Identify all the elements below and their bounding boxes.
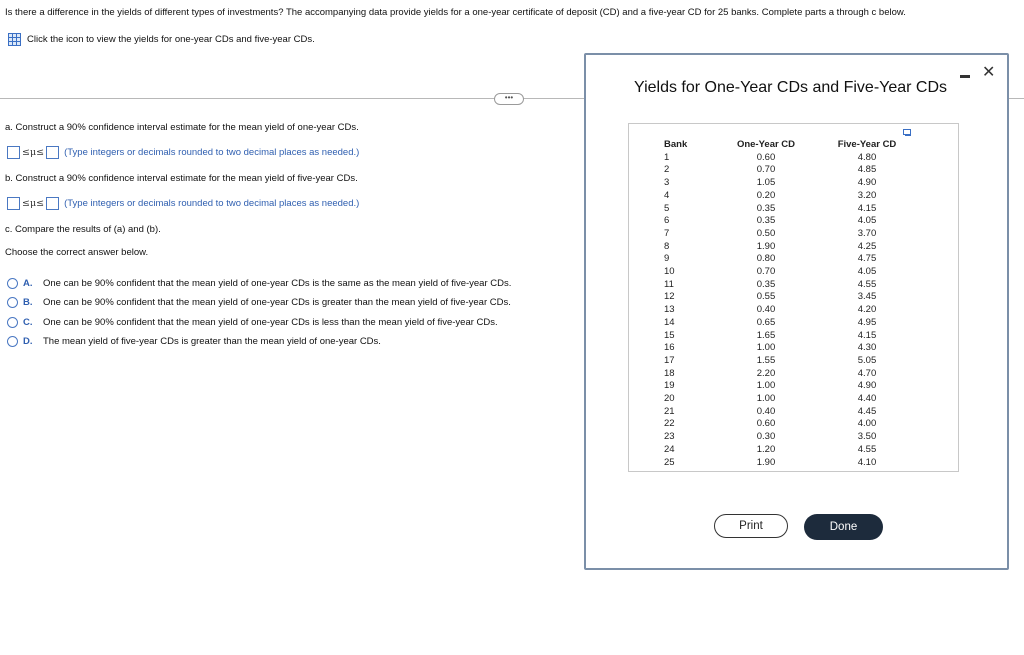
table-cell: 5 <box>664 202 670 214</box>
radio-button[interactable] <box>7 278 18 289</box>
table-cell: 23 <box>664 431 675 443</box>
table-cell: 1.00 <box>756 393 776 405</box>
table-cell: 4 <box>664 189 670 201</box>
table-cell: 21 <box>664 405 675 417</box>
table-cell: 4.70 <box>857 367 877 379</box>
table-cell: 1.20 <box>756 443 776 455</box>
part-a-lower-input[interactable] <box>7 146 20 159</box>
table-cell: 4.95 <box>857 316 877 328</box>
mu-inequality: ≤μ≤ <box>22 198 45 209</box>
table-cell: 14 <box>664 316 675 328</box>
table-cell: 3.20 <box>857 189 877 201</box>
mu-inequality: ≤μ≤ <box>22 147 45 158</box>
close-icon[interactable]: ✕ <box>982 64 996 81</box>
table-cell: 5.05 <box>857 354 877 366</box>
table-cell: 16 <box>664 342 675 354</box>
choice-b[interactable] <box>7 297 511 308</box>
part-a-prompt: a. Construct a 90% confidence interval estimate for the mean yield of one-year CDs. <box>5 122 359 133</box>
table-cell: 0.20 <box>756 189 776 201</box>
radio-button[interactable] <box>7 336 18 347</box>
table-cell: 0.65 <box>756 316 776 328</box>
table-cell: 1.00 <box>756 380 776 392</box>
table-cell: 4.00 <box>857 418 877 430</box>
choice-c[interactable] <box>7 317 498 328</box>
table-cell: 4.85 <box>857 164 877 176</box>
choice-letter: A. <box>23 278 33 289</box>
table-cell: 1.90 <box>756 240 776 252</box>
part-c-instruction: Choose the correct answer below. <box>5 247 149 258</box>
table-cell: 0.50 <box>756 227 776 239</box>
table-cell: 4.75 <box>857 253 877 265</box>
table-cell: 3 <box>664 177 670 189</box>
table-cell: 6 <box>664 215 670 227</box>
table-cell: 0.35 <box>756 202 776 214</box>
table-cell: 4.25 <box>857 240 877 252</box>
part-a-answer-row <box>7 146 359 159</box>
table-cell: 12 <box>664 291 675 303</box>
data-link[interactable] <box>8 33 315 46</box>
table-cell: 4.45 <box>857 405 877 417</box>
part-a-hint: (Type integers or decimals rounded to two decimal places as needed.) <box>64 147 360 158</box>
table-cell: 10 <box>664 266 675 278</box>
table-cell: 22 <box>664 418 675 430</box>
table-cell: 0.35 <box>756 215 776 227</box>
table-cell: 4.30 <box>857 342 877 354</box>
column-header: One-Year CD <box>736 139 796 150</box>
column-header: Five-Year CD <box>837 139 897 150</box>
table-cell: 24 <box>664 443 675 455</box>
column-header: Bank <box>664 139 688 150</box>
table-cell: 0.80 <box>756 253 776 265</box>
table-cell: 3.50 <box>857 431 877 443</box>
table-cell: 4.05 <box>857 215 877 227</box>
table-cell: 4.10 <box>857 456 877 468</box>
table-cell: 1.00 <box>756 342 776 354</box>
table-cell: 0.60 <box>756 151 776 163</box>
table-cell: 4.80 <box>857 151 877 163</box>
table-grid-icon[interactable] <box>8 33 21 46</box>
table-cell: 18 <box>664 367 675 379</box>
radio-button[interactable] <box>7 297 18 308</box>
table-cell: 9 <box>664 253 670 265</box>
part-b-answer-row <box>7 197 359 210</box>
table-cell: 8 <box>664 240 670 252</box>
choice-letter: D. <box>23 336 33 347</box>
table-cell: 4.90 <box>857 380 877 392</box>
choice-d[interactable] <box>7 336 381 347</box>
choice-text: One can be 90% confident that the mean yield of one-year CDs is the same as the mean yield of five-year CDs. <box>43 278 512 289</box>
table-cell: 15 <box>664 329 675 341</box>
table-cell: 25 <box>664 456 675 468</box>
table-cell: 1.05 <box>756 177 776 189</box>
dialog-title: Yields for One-Year CDs and Five-Year CDs <box>634 79 948 96</box>
choice-text: One can be 90% confident that the mean yield of one-year CDs is greater than the mean yield of five-year CDs. <box>43 297 511 308</box>
table-cell: 2 <box>664 164 670 176</box>
table-cell: 11 <box>664 278 674 290</box>
choice-letter: C. <box>23 317 33 328</box>
table-cell: 4.20 <box>857 304 877 316</box>
table-cell: 2.20 <box>756 367 776 379</box>
table-cell: 0.35 <box>756 278 776 290</box>
table-cell: 1.90 <box>756 456 776 468</box>
question-text: Is there a difference in the yields of different types of investments? The accompanying data provide yields for a one-year certificate of deposit (CD) and a five-year CD for 25 banks. Complete parts a through c below. <box>5 7 906 18</box>
table-cell: 4.05 <box>857 266 877 278</box>
choice-letter: B. <box>23 297 33 308</box>
table-cell: 17 <box>664 354 675 366</box>
part-b-prompt: b. Construct a 90% confidence interval estimate for the mean yield of five-year CDs. <box>5 173 358 184</box>
table-cell: 13 <box>664 304 675 316</box>
table-cell: 1.55 <box>756 354 776 366</box>
part-b-hint: (Type integers or decimals rounded to two decimal places as needed.) <box>64 198 360 209</box>
table-cell: 4.15 <box>857 329 877 341</box>
table-cell: 0.40 <box>756 304 776 316</box>
expand-more-button[interactable]: ••• <box>494 93 524 105</box>
data-link-label[interactable]: Click the icon to view the yields for one-year CDs and five-year CDs. <box>27 34 315 45</box>
table-cell: 4.55 <box>857 278 877 290</box>
done-button[interactable]: Done <box>804 514 883 540</box>
table-cell: 4.15 <box>857 202 877 214</box>
table-cell: 0.60 <box>756 418 776 430</box>
table-cell: 4.40 <box>857 393 877 405</box>
data-dialog <box>584 53 1009 570</box>
table-cell: 0.40 <box>756 405 776 417</box>
table-cell: 0.55 <box>756 291 776 303</box>
table-cell: 3.70 <box>857 227 877 239</box>
part-c-prompt: c. Compare the results of (a) and (b). <box>5 224 161 235</box>
table-cell: 0.70 <box>756 164 776 176</box>
choice-text: The mean yield of five-year CDs is greater than the mean yield of one-year CDs. <box>43 336 381 347</box>
table-cell: 0.70 <box>756 266 776 278</box>
table-cell: 7 <box>664 227 670 239</box>
table-cell: 4.90 <box>857 177 877 189</box>
choice-text: One can be 90% confident that the mean yield of one-year CDs is less than the mean yield of five-year CDs. <box>43 317 498 328</box>
table-cell: 0.30 <box>756 431 776 443</box>
radio-button[interactable] <box>7 317 18 328</box>
five-year-column <box>832 139 902 469</box>
one-year-column <box>733 139 799 469</box>
copy-icon[interactable] <box>903 129 911 136</box>
print-button[interactable]: Print <box>714 514 788 538</box>
minimize-icon[interactable] <box>960 75 970 78</box>
table-cell: 1.65 <box>756 329 776 341</box>
part-b-lower-input[interactable] <box>7 197 20 210</box>
part-a-upper-input[interactable] <box>46 146 59 159</box>
bank-column <box>664 139 687 469</box>
choice-a[interactable] <box>7 278 511 289</box>
part-b-upper-input[interactable] <box>46 197 59 210</box>
table-cell: 19 <box>664 380 675 392</box>
table-cell: 1 <box>664 151 670 163</box>
table-cell: 3.45 <box>857 291 877 303</box>
table-cell: 4.55 <box>857 443 877 455</box>
data-table <box>628 123 959 472</box>
table-cell: 20 <box>664 393 675 405</box>
